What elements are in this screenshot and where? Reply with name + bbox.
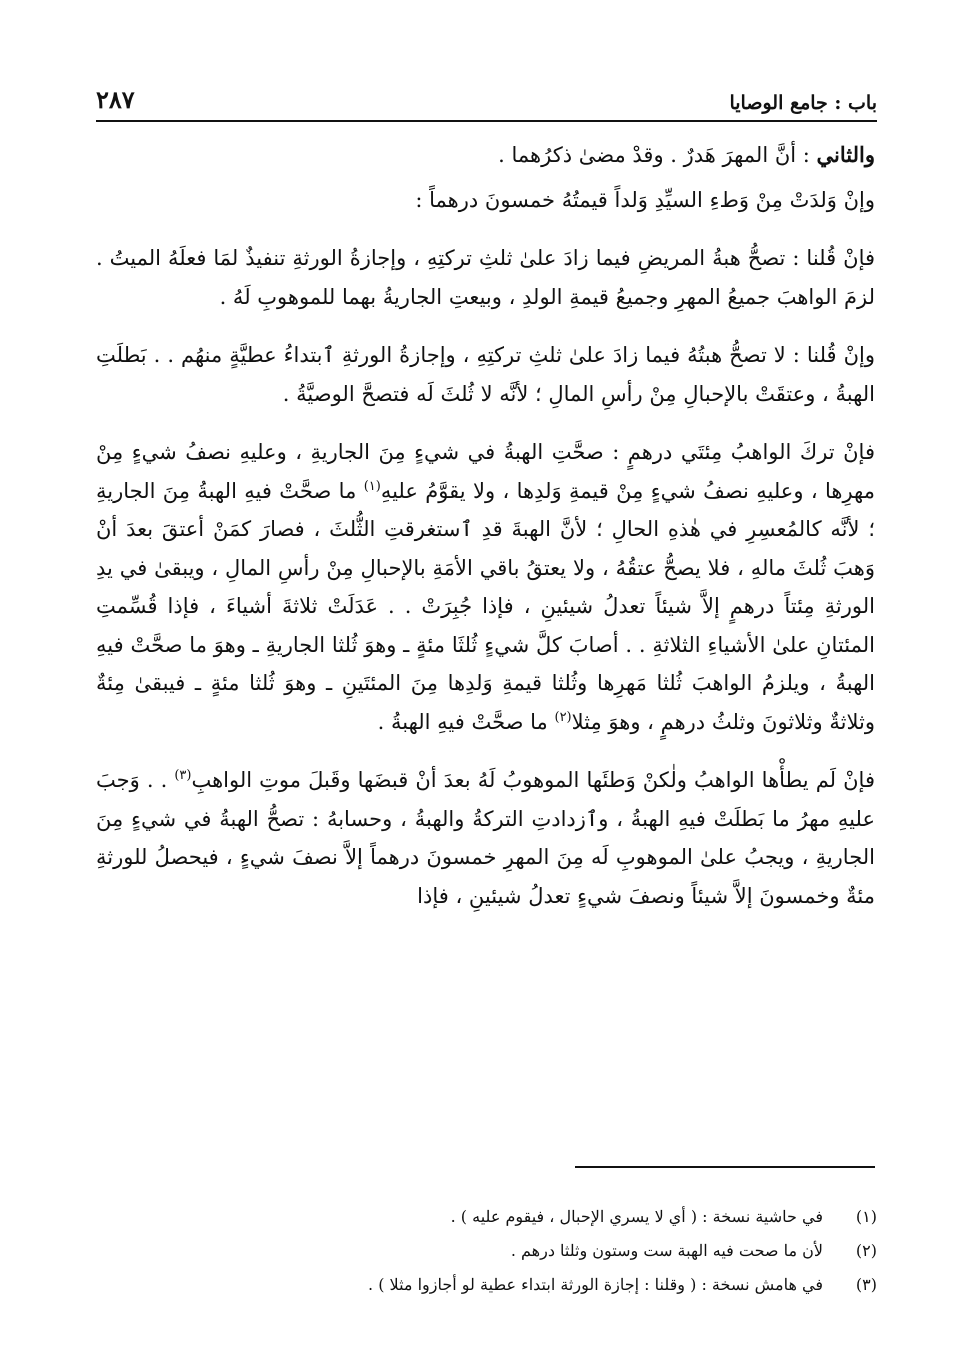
paragraph-text-end: ما صحَّتْ فيهِ الهبةُ . <box>377 709 555 734</box>
footnote-marker-2[interactable]: (٢) <box>554 709 572 725</box>
footnote-marker-1[interactable]: (١) <box>363 478 381 494</box>
footnote-text: في حاشية نسخة : ( أي لا يسري الإحبال ، فيقوم عليه ) . <box>450 1207 823 1226</box>
footnotes <box>96 1200 877 1302</box>
paragraph-2 <box>96 181 875 220</box>
paragraph-4 <box>96 336 875 413</box>
paragraph-3 <box>96 239 875 316</box>
paragraph-text-continued: ما صحَّتْ فيهِ الهبةُ مِنَ الجاريةِ ؛ لأنَّه كالمُعسِرِ في هٰذهِ الحالِ ؛ لأنَّ الهبةَ قدِ ٱستغرقتِ الثُّلثَ ، فصارَ كمَنْ أعتقَ بعدَ أنْ وَهبَ ثُلثَ مالهِ ، فلا يصحُّ عتقُهُ ، ولا يعتقُ باقي الأمَةِ بالإحبالِ مِنْ رأسِ المالِ ، ويبقىٰ في يدِ الورثةِ مِئتاً درهمٍ إلاَّ شيئاً تعدلُ شيئينِ ، فإذا جُبِرَتْ . . عَدَلَتْ ثلاثةَ أشياءَ ، فإذا قُسِّمتِ المئتانِ علىٰ الأشياءِ الثلاثةِ . . أصابَ كلَّ شيءٍ ثُلثَا مئةٍ ـ وهوَ ثُلثا الجاريةِ ـ وهوَ ما صحَّتْ فيهِ الهبةُ ، ويلزمُ الواهبَ ثُلثا مَهرِها وثُلثا قيمةِ وَلدِها مِنَ المئتَينِ ـ وهوَ ثُلثا مئةٍ ـ فيبقىٰ مِئةٌ وثلاثةٌ وثلاثونَ وثلثُ درهمٍ ، وهوَ مِثلا <box>96 478 875 734</box>
footnote-text: في هامش نسخة : ( وقلنا : إجازة الورثة ابتداء عطية لو أجازوا مثلا ) . <box>368 1275 823 1294</box>
paragraph-5 <box>96 433 875 741</box>
paragraph-text: فإنْ تركَ الواهبُ مِئتَي درهمٍ : صحَّتِ الهبةُ في شيءٍ مِنَ الجاريةِ ، وعليهِ نصفُ شيءٍ مِنْ مهرِها ، وعليهِ نصفُ شيءٍ مِنْ قيمةِ وَلدِها ، ولا يقوَّمُ عليهِ <box>96 440 875 503</box>
footnote-text: لأن ما صحت فيه الهبة ست وستون وثلثا درهم . <box>510 1241 823 1260</box>
footnote-number: (٢) <box>855 1241 877 1260</box>
page-header <box>96 82 877 122</box>
footnote-separator <box>575 1166 875 1168</box>
paragraph-text: فإنْ لَم يطأْها الواهبُ ولٰكنْ وَطئَها الموهوبُ لَهُ بعدَ أنْ قبضَها وقَبلَ موتِ الواهبِ <box>191 768 875 792</box>
running-head: باب : جامع الوصايا <box>729 92 877 114</box>
paragraph-text: فإنْ قُلنا : تصحُّ هبةُ المريضِ فيما زادَ علىٰ ثلثِ تركتِهِ ، وإجازةُ الورثةِ تنفيذٌ لمَا فعلَهُ الميتُ . لزمَ الواهبَ جميعُ المهرِ وجميعُ قيمةِ الولدِ ، وبيعتِ الجاريةُ بهما للموهوبِ لَهُ . <box>96 246 875 309</box>
footnote-1 <box>96 1200 877 1234</box>
paragraph-text: : أنَّ المهرَ هَدرٌ . وقدْ مضىٰ ذكرُهما . <box>498 143 817 167</box>
footnote-number: (١) <box>855 1207 877 1226</box>
paragraph-6 <box>96 761 875 915</box>
main-text <box>96 136 875 1156</box>
page-number: ٢٨٧ <box>96 85 135 114</box>
paragraph-text-continued: . . وَجبَ عليهِ مهرُ ما بَطلَتْ فيهِ الهبةُ ، وٱزدادتِ التركةُ والهبةُ ، وحسابهُ : تصحُّ الهبةُ في شيءٍ مِنَ الجاريةِ ، ويجبُ علىٰ الموهوبِ لَه مِنَ المهرِ خمسونَ درهماً إلاَّ نصفَ شيءٍ ، فيحصلُ للورثةِ مئةٌ وخمسونَ إلاَّ شيئاً ونصفَ شيءٍ تعدلُ شيئينِ ، فإذا <box>96 768 875 908</box>
paragraph-text: وإنْ وَلدَتْ مِنْ وَطءِ السيِّدِ وَلداً قيمتُهُ خمسونَ درهماً : <box>415 187 875 212</box>
paragraph-lead: والثاني <box>816 142 875 167</box>
footnote-2 <box>96 1234 877 1268</box>
footnote-3 <box>96 1268 877 1302</box>
paragraph-text: وإنْ قُلنا : لا تصحُّ هبتُهُ فيما زادَ علىٰ ثلثِ تركتِهِ ، وإجازةُ الورثةِ ٱبتداءُ عطيَّةٍ منهُم . . بَطلَتِ الهبةُ ، وعتقَتْ بالإحبالِ مِنْ رأسِ المالِ ؛ لأنَّه لا ثُلثَ لَه فتصحَّ الوصيَّةُ . <box>96 343 875 406</box>
paragraph-1 <box>96 136 875 175</box>
footnote-number: (٣) <box>855 1275 877 1294</box>
footnote-marker-3[interactable]: (٣) <box>174 768 192 783</box>
